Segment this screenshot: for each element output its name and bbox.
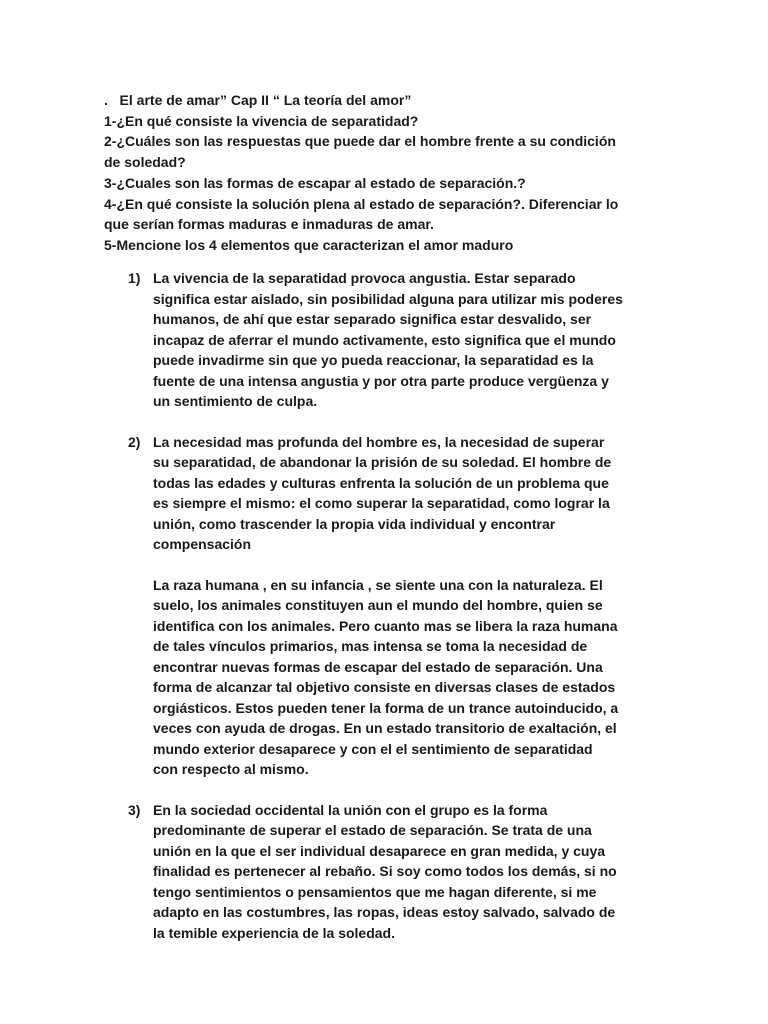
answer-item — [104, 432, 684, 780]
document-title: . El arte de amar” Cap II “ La teoría del amor” — [104, 92, 412, 108]
answer-paragraph: La raza humana , en su infancia , se siente una con la naturaleza. El suelo, los animales constituyen aun el mundo del hombre, quien se identifica con los animales. Pero cuanto mas se libera la raza humana de tales vínculos primarios, mas intensa se toma la necesidad de encontrar nuevas formas de escapar del estado de separación. Una forma de alcanzar tal objetivo consiste en diversas clases de estados orgiásticos. Estos pueden tener la forma de un trance autoinducido, a veces con ayuda de drogas. En un estado transitorio de exaltación, el mundo exterior desaparece y con el el sentimiento de separatidad con respecto al mismo. — [153, 576, 619, 777]
answer-number: 1) — [128, 270, 141, 286]
answer-number: 2) — [128, 433, 141, 450]
answer-paragraph: La necesidad mas profunda del hombre es, la necesidad de superar su separatidad, de abandonar la prisión de su soledad. El hombre de todas las edades y culturas enfrenta la solución de un problema que es siempre el mismo: el como superar la separatidad, como lograr la unión, como trascender la propia vida individual y encontrar compensación — [153, 433, 612, 552]
answers-list — [104, 268, 684, 943]
answer-paragraph: En la sociedad occidental la unión con el grupo es la forma predominante de superar el estado de separación. Se trata de una unión en la que el ser individual desaparece en gran medida, y cuya finalidad es pertenecer al rebaño. Si soy como todos los demás, si no tengo sentimientos o pensamientos que me hagan diferente, si me adapto en las costumbres, las ropas, ideas estoy salvado, salvado de la temible experiencia de la soledad. — [153, 801, 617, 941]
question-line: 4-¿En qué consiste la solución plena al estado de separación?. Diferenciar lo — [104, 195, 619, 212]
question-line: 5-Mencione los 4 elementos que caracterizan el amor maduro — [104, 236, 514, 253]
answer-item — [104, 800, 684, 944]
questions-header — [104, 90, 674, 256]
answer-item — [104, 268, 684, 412]
question-line: 3-¿Cuales son las formas de escapar al estado de separación.? — [104, 174, 526, 191]
question-line: de soledad? — [104, 154, 186, 171]
question-line: 1-¿En qué consiste la vivencia de separatidad? — [104, 112, 419, 129]
answer-paragraph: La vivencia de la separatidad provoca angustia. Estar separado significa estar aislado, sin posibilidad alguna para utilizar mis poderes humanos, de ahí que estar separado significa estar desvalido, ser incapaz de aferrar el mundo activamente, esto significa que el mundo puede invadirme sin que yo pueda reaccionar, la separatidad es la fuente de una intensa angustia y por otra parte produce vergüenza y un sentimiento de culpa. — [153, 270, 623, 409]
answer-number: 3) — [128, 801, 141, 818]
question-line: 2-¿Cuáles son las respuestas que puede dar el hombre frente a su condición — [104, 133, 616, 150]
question-line: que serían formas maduras e inmaduras de amar. — [104, 216, 434, 233]
